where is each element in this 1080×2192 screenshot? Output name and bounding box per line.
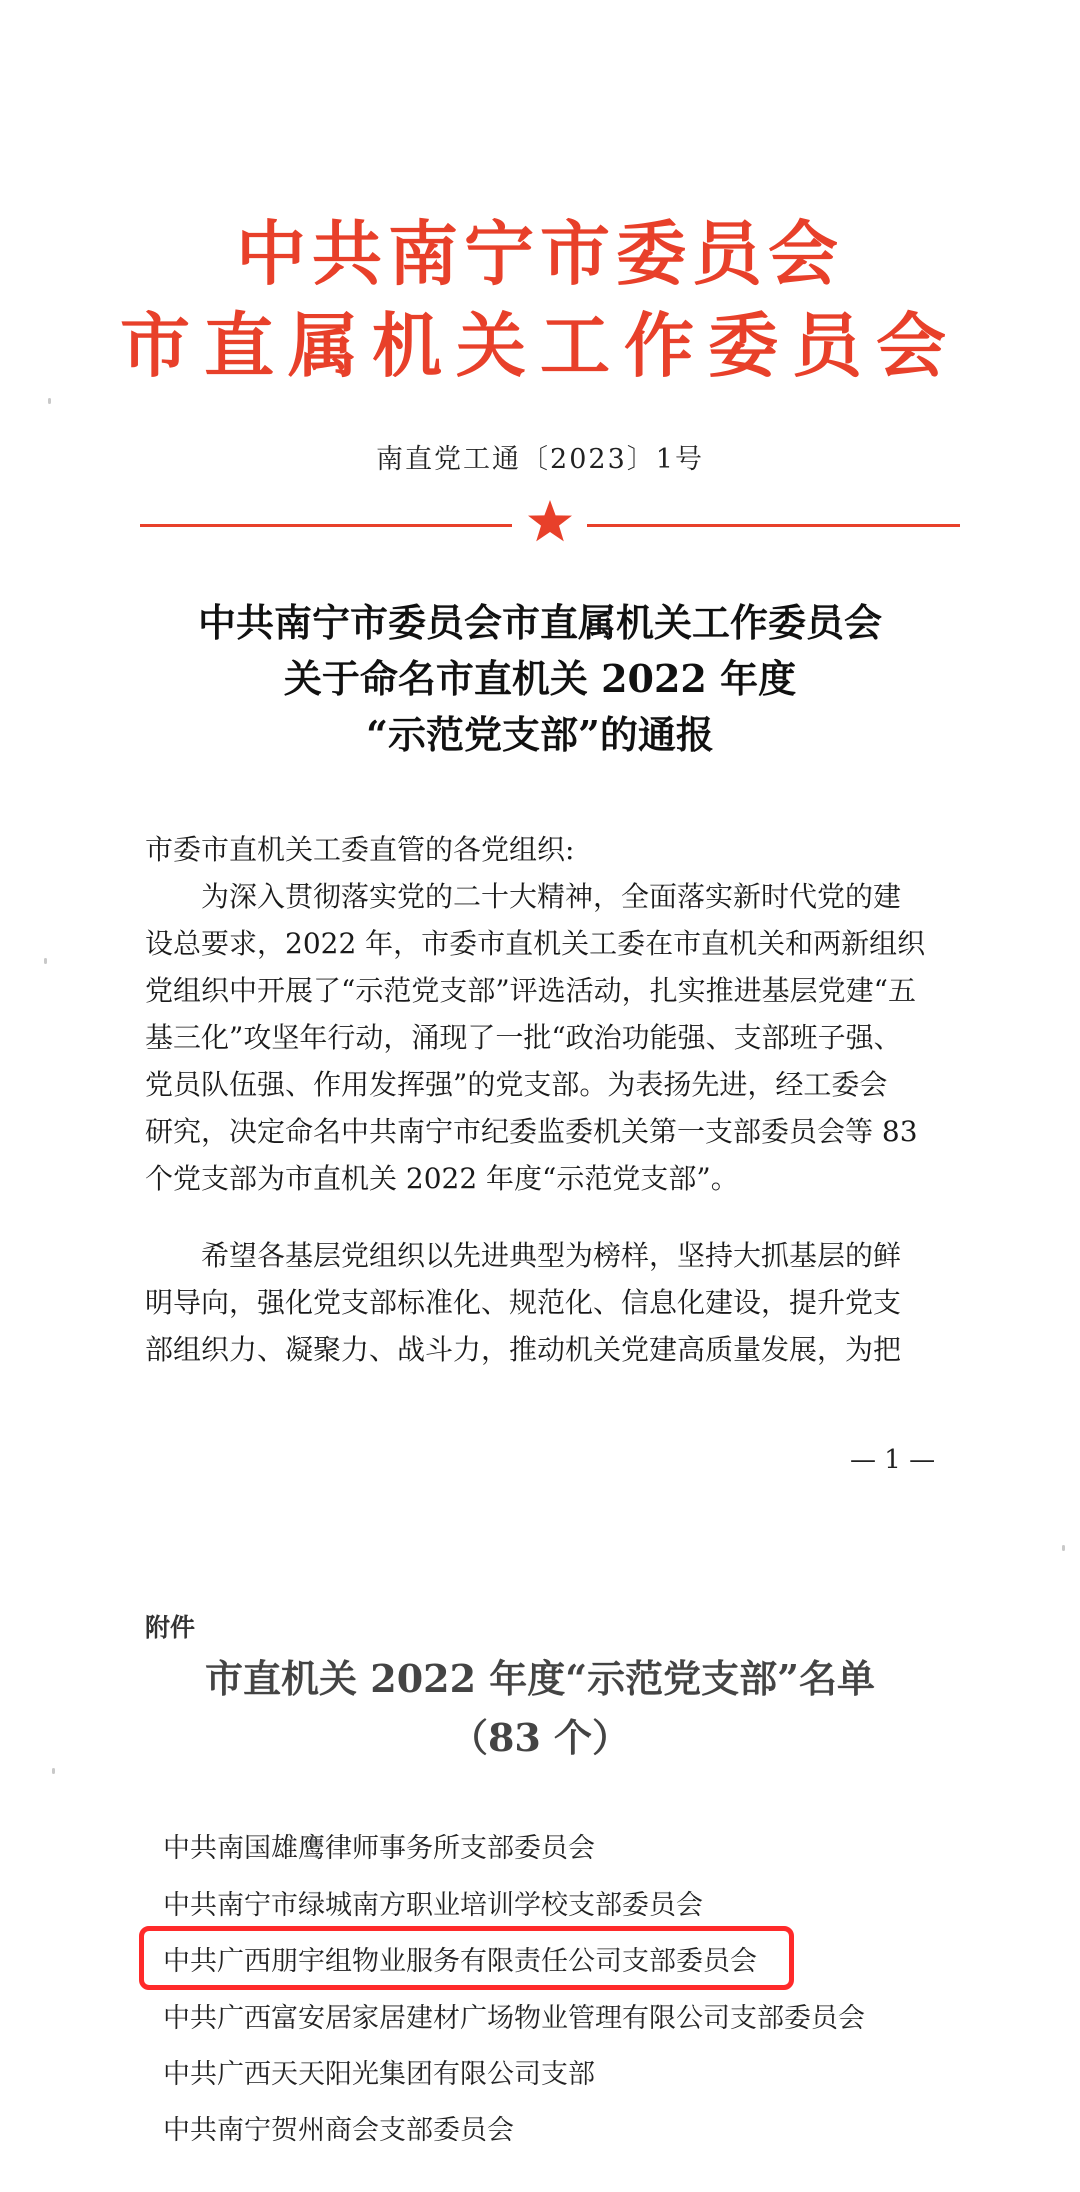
body-paragraph-line: 为深入贯彻落实党的二十大精神，全面落实新时代党的建: [145, 880, 902, 913]
scan-speck: [52, 1768, 55, 1774]
list-item-highlighted: 中共广西朋宇组物业服务有限责任公司支部委员会: [163, 1946, 757, 1977]
document-title-line1: 中共南宁市委员会市直属机关工作委员会: [197, 600, 882, 645]
body-paragraph-line: 希望各基层党组织以先进典型为榜样，坚持大抓基层的鲜: [145, 1239, 902, 1272]
red-star-icon: [527, 498, 573, 544]
document-title-line3: “示范党支部”的通报: [366, 712, 714, 757]
body-paragraph-line: 党组织中开展了“示范党支部”评选活动，扎实推进基层党建“五: [145, 974, 916, 1007]
body-paragraph-line: 基三化”攻坚年行动，涌现了一批“政治功能强、支部班子强、: [145, 1021, 902, 1054]
red-divider-right: [587, 524, 960, 527]
page-number: — 1 —: [850, 1445, 936, 1475]
scan-speck: [44, 958, 47, 964]
body-paragraph-line: 明导向，强化党支部标准化、规范化、信息化建设，提升党支: [145, 1286, 902, 1319]
attachment-label: 附件: [145, 1613, 196, 1642]
document-number: 南直党工通〔2023〕1号: [376, 444, 704, 475]
body-paragraph-line: 党员队伍强、作用发挥强”的党支部。为表扬先进，经工委会: [145, 1068, 888, 1101]
issuing-org-line1: 中共南宁市委员会: [236, 212, 844, 295]
scan-speck: [1062, 1545, 1065, 1551]
salutation: 市委市直机关工委直管的各党组织:: [145, 833, 575, 866]
body-paragraph-line: 设总要求，2022 年，市委市直机关工委在市直机关和两新组织: [145, 927, 926, 960]
attachment-title: 市直机关 2022 年度“示范党支部”名单: [205, 1656, 875, 1701]
list-item: 中共南宁贺州商会支部委员会: [163, 2115, 514, 2146]
list-item: 中共南国雄鹰律师事务所支部委员会: [163, 1833, 595, 1864]
scan-speck: [48, 398, 51, 404]
list-item: 中共广西富安居家居建材广场物业管理有限公司支部委员会: [163, 2003, 865, 2034]
issuing-org-line2: 市直属机关工作委员会: [120, 304, 960, 387]
body-paragraph-line: 部组织力、凝聚力、战斗力，推动机关党建高质量发展，为把: [145, 1333, 902, 1366]
list-item: 中共南宁市绿城南方职业培训学校支部委员会: [163, 1890, 703, 1921]
red-divider-left: [140, 524, 512, 527]
attachment-count: （83 个）: [449, 1715, 631, 1760]
body-paragraph-line: 个党支部为市直机关 2022 年度“示范党支部”。: [145, 1162, 739, 1195]
document-title-line2: 关于命名市直机关 2022 年度: [283, 656, 797, 701]
list-item: 中共广西天天阳光集团有限公司支部: [163, 2059, 595, 2090]
red-highlight-box: [139, 1926, 794, 1990]
body-paragraph-line: 研究，决定命名中共南宁市纪委监委机关第一支部委员会等 83: [145, 1115, 918, 1148]
